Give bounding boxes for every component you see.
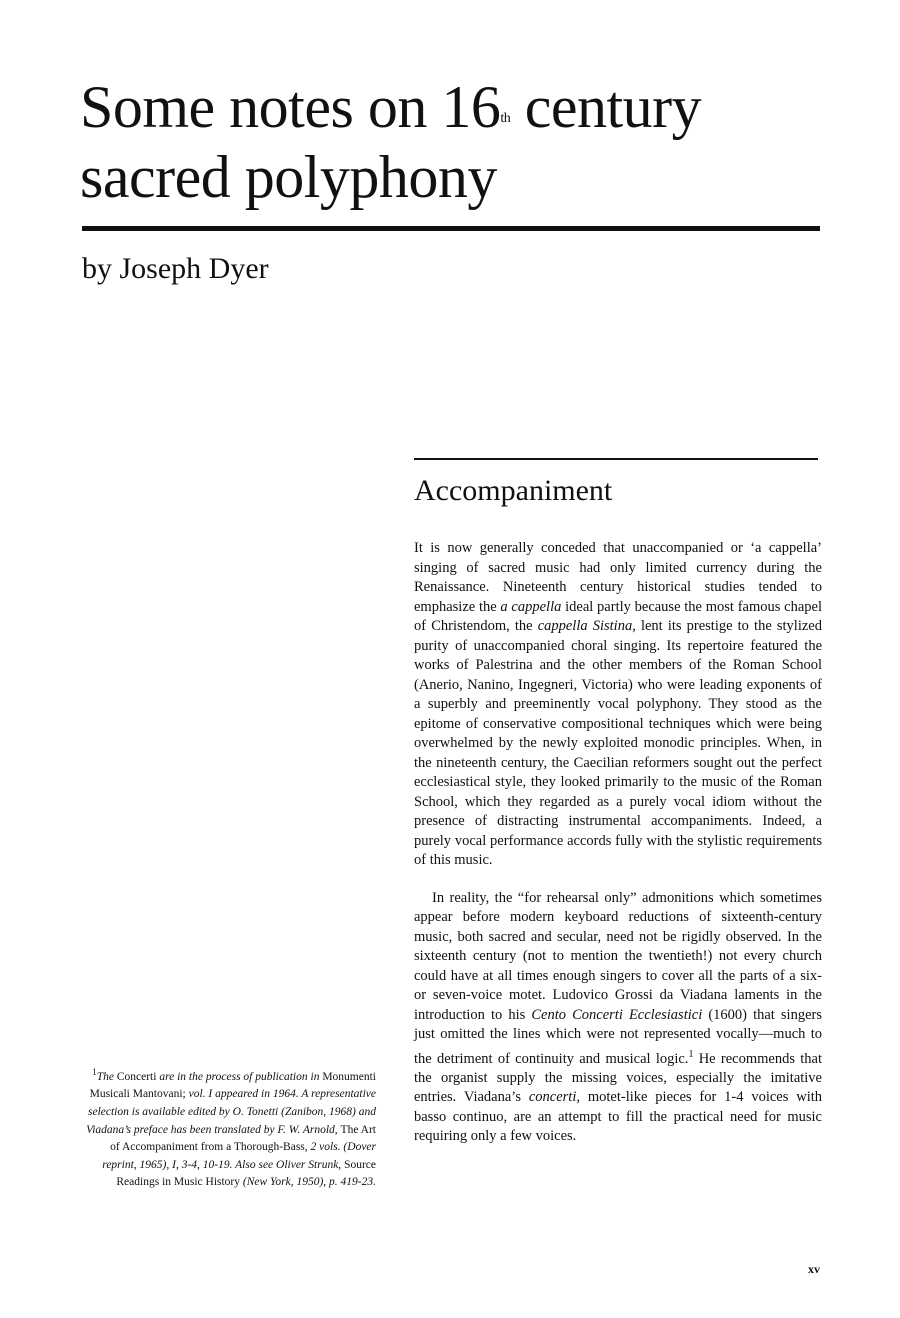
footnote-mark: 1 [92, 1067, 97, 1077]
text-run: are in the process of publication in [156, 1070, 323, 1083]
italic-run: concerti, [528, 1089, 580, 1106]
footnote-text [86, 1071, 376, 1189]
text-run: In reality, the “for rehearsal only” admonitions which sometimes appear before modern keyboard reductions of sixteenth-century music, both sacred and secular, need not be rigidly observed. In the sixteenth century (not to mention the twentieth!) not every church could have at all times enough singers to cover all the parts of a six- or seven-voice motet. Ludovico Grossi da Viadana laments in the introduction to his [414, 889, 822, 1023]
author-byline: by Joseph Dyer [82, 252, 269, 285]
paragraph-2 [414, 889, 822, 1147]
roman-run: The Art of Accompaniment from a Thorough-Bass, [110, 1123, 376, 1154]
body-column [414, 539, 822, 1147]
roman-run: Monumenti Musicali Mantovani; [89, 1070, 376, 1101]
footnote [82, 1064, 376, 1192]
text-run: The [96, 1070, 117, 1083]
text-run: (New York, 1950), p. 419-23. [240, 1176, 376, 1189]
text-run: It is now generally conceded that unaccompanied or ‘a cappella’ singing of sacred music had only limited currency during the Renaissance. Nineteenth century historical studies tended to emphasize the [414, 540, 822, 615]
article-title [80, 72, 840, 212]
text-run: ideal partly because the most famous chapel of Christendom, the [414, 598, 822, 634]
title-rule [82, 226, 820, 231]
text-run: He recommends that the organist supply the missing voices, especially the imitative entries. Viadana’s [414, 1050, 822, 1106]
roman-run: Source Readings in Music History [116, 1158, 376, 1189]
text-run: lent its prestige to the stylized purity of unaccompanied choral singing. Its repertoire featured the works of Palestrina and the other members of the Roman School (Anerio, Nanino, Ingegneri, Victoria) who were leading exponents of a superbly and preeminently vocal polyphony. They stood as the epitome of conservative compositional techniques which were being overwhelmed by the newly exploited monodic principles. When, in the nineteenth century, the Caecilian reformers sought out the perfect ecclesiastical style, they looked primarily to the music of the Roman School, which they regarded as a purely vocal idiom without the presence of distracting instrumental accompaniments. Indeed, a purely vocal performance accords fully with the stylistic requirements of this music. [414, 618, 822, 868]
text-run: 2 vols. (Dover reprint, 1965), I, 3-4, 10-19. Also see Oliver Strunk, [102, 1141, 376, 1171]
italic-run: cappella Sistina, [537, 618, 636, 634]
text-run: (1600) that singers just omitted the lines which were not represented vocally—much to the detriment of continuity and musical logic. [414, 1006, 822, 1067]
title-prefix: Some notes on 16 [80, 74, 501, 140]
title-ordinal-suffix: th [500, 111, 511, 126]
paragraph-1 [414, 539, 822, 871]
section-rule [414, 458, 818, 460]
title-suffix: century sacred polyphony [80, 74, 702, 210]
page-number: xv [808, 1262, 820, 1276]
text-run: motet-like pieces for 1-4 voices with basso continuo, are an attempt to fill the practical need for music requiring only a few voices. [414, 1089, 822, 1145]
italic-run: Cento Concerti Ecclesiastici [531, 1006, 703, 1023]
section-heading: Accompaniment [414, 474, 613, 507]
roman-run: Concerti [116, 1070, 157, 1083]
italic-run: a cappella [500, 598, 562, 615]
text-run: vol. I appeared in 1964. A representative selection is available edited by O. Tonetti (Zanibon, 1968) and Viadana’s preface has been translated by F. W. Arnold, [86, 1088, 376, 1136]
footnote-reference: 1 [688, 1048, 694, 1060]
